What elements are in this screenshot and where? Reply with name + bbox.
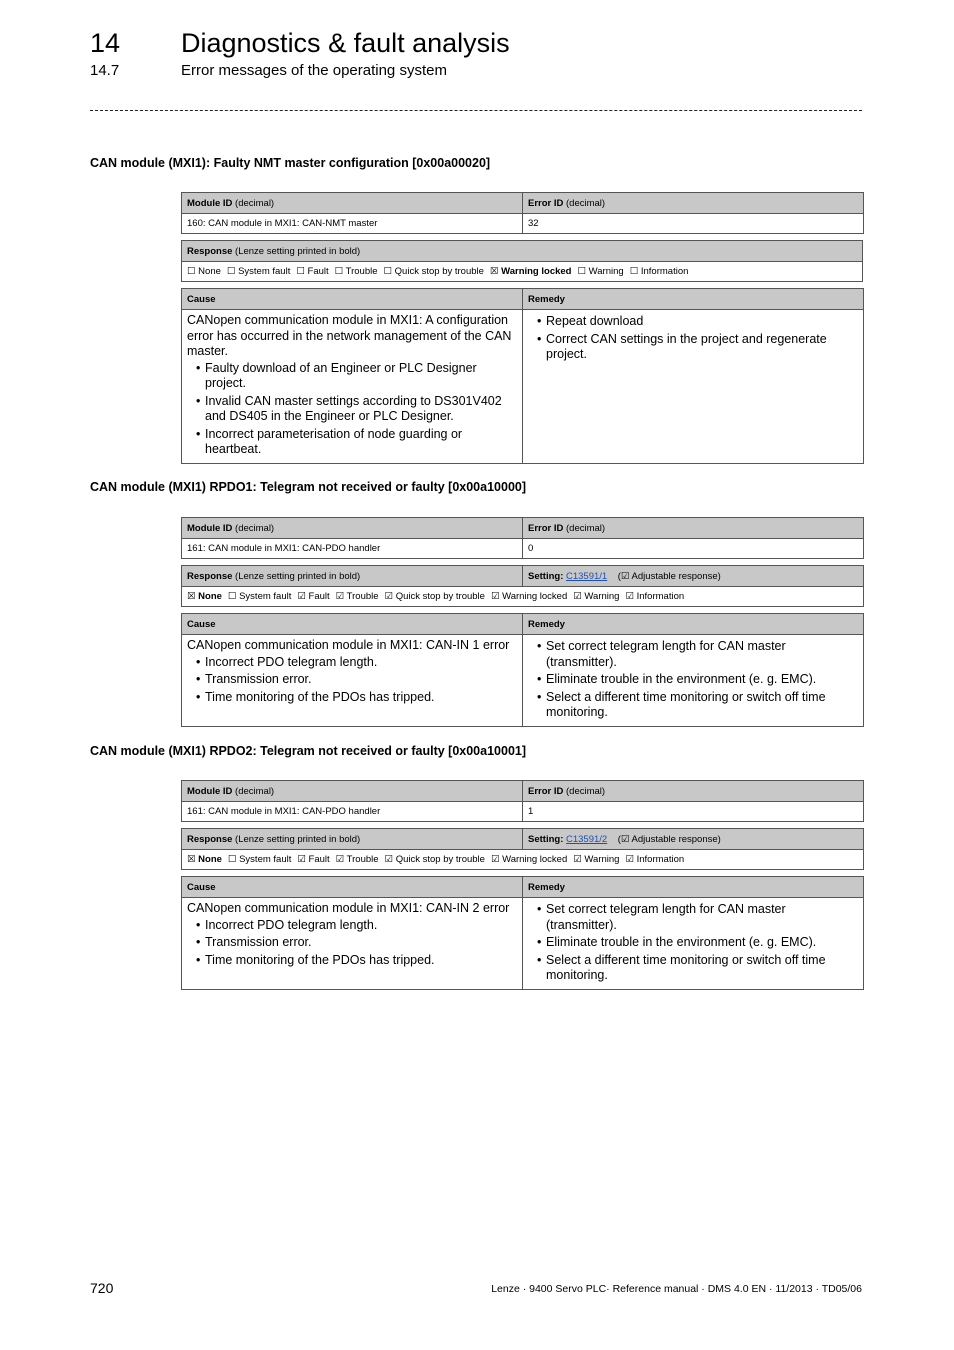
list-item: • Repeat download <box>546 314 858 330</box>
checkbox-icon: ☐ <box>187 266 196 277</box>
response-label: Warning <box>588 266 624 277</box>
cause-list <box>187 361 517 458</box>
checkbox-icon: ☑ <box>384 854 394 865</box>
response-label: System fault <box>239 591 292 602</box>
section-heading: CAN module (MXI1) RPDO2: Telegram not received or faulty [0x00a10001] <box>90 744 527 758</box>
section-heading: CAN module (MXI1) RPDO1: Telegram not received or faulty [0x00a10000] <box>90 480 527 494</box>
list-item: • Set correct telegram length for CAN master (transmitter). <box>546 639 858 670</box>
list-item: • Faulty download of an Engineer or PLC Designer project. <box>205 361 517 392</box>
response-label: Warning locked <box>502 854 568 865</box>
response-option <box>385 854 485 865</box>
response-label: System fault <box>239 854 292 865</box>
list-item: • Incorrect parameterisation of node guarding or heartbeat. <box>205 427 517 458</box>
response-label: Information <box>636 854 685 865</box>
header-divider <box>90 110 862 111</box>
response-table <box>181 565 864 607</box>
response-label: Information <box>640 266 689 277</box>
list-item: • Eliminate trouble in the environment (e. g. EMC). <box>546 672 858 688</box>
response-label: Quick stop by trouble <box>395 591 485 602</box>
response-label: System fault <box>238 266 291 277</box>
checkbox-icon: ☑ <box>625 591 634 602</box>
response-label: Trouble <box>345 266 378 277</box>
list-item: • Set correct telegram length for CAN master (transmitter). <box>546 902 858 933</box>
remedy-list <box>528 902 858 984</box>
response-option <box>490 266 572 277</box>
id-table <box>181 517 864 559</box>
response-option <box>297 591 329 602</box>
response-label: Trouble <box>346 591 379 602</box>
list-item: • Transmission error. <box>205 935 517 951</box>
setting-header: Setting: C13591/2 (☑ Adjustable response) <box>523 829 864 850</box>
list-item: • Incorrect PDO telegram length. <box>205 655 517 671</box>
response-option <box>336 591 379 602</box>
response-option <box>297 854 329 865</box>
cause-remedy-table <box>181 613 864 727</box>
cause-intro: CANopen communication module in MXI1: CAN-IN 2 error <box>187 901 510 915</box>
response-options <box>182 262 863 282</box>
response-option <box>227 266 290 277</box>
checkbox-icon: ☒ <box>187 591 196 602</box>
footer-reference: Lenze · 9400 Servo PLC· Reference manual · DMS 4.0 EN · 11/2013 · TD05/06 <box>491 1283 862 1295</box>
remedy-header: Remedy <box>523 877 864 898</box>
response-table <box>181 240 863 282</box>
setting-header: Setting: C13591/1 (☑ Adjustable response) <box>523 566 864 587</box>
checkbox-icon: ☑ <box>335 591 345 602</box>
list-item: • Select a different time monitoring or switch off time monitoring. <box>546 953 858 984</box>
response-option <box>296 266 328 277</box>
list-item: • Select a different time monitoring or switch off time monitoring. <box>546 690 858 721</box>
checkbox-icon: ☑ <box>335 854 345 865</box>
checkbox-icon: ☐ <box>227 591 237 602</box>
checkbox-icon: ☐ <box>334 266 344 277</box>
cause-cell <box>182 635 523 727</box>
response-label: None <box>198 854 222 865</box>
list-item: • Time monitoring of the PDOs has tripped. <box>205 690 517 706</box>
response-option <box>385 591 485 602</box>
response-label: Warning <box>584 591 620 602</box>
checkbox-icon: ☒ <box>187 854 196 865</box>
response-label: Quick stop by trouble <box>395 854 485 865</box>
response-option <box>491 854 567 865</box>
remedy-header: Remedy <box>523 289 864 310</box>
remedy-cell <box>523 635 864 727</box>
list-item: • Correct CAN settings in the project and regenerate project. <box>546 332 858 363</box>
response-option <box>228 591 291 602</box>
checkbox-icon: ☐ <box>629 266 639 277</box>
chapter-number: 14 <box>90 28 121 58</box>
cause-header: Cause <box>182 614 523 635</box>
response-option <box>625 591 684 602</box>
response-table <box>181 828 864 870</box>
cause-intro: CANopen communication module in MXI1: A configuration error has occurred in the network management of the CAN master. <box>187 313 512 358</box>
section-title: Error messages of the operating system <box>181 62 447 79</box>
checkbox-icon: ☑ <box>384 591 394 602</box>
response-option <box>336 854 379 865</box>
checkbox-icon: ☒ <box>489 266 499 277</box>
checkbox-icon: ☑ <box>297 854 306 865</box>
error-id-header: Error ID (decimal) <box>523 781 864 802</box>
checkbox-icon: ☐ <box>296 266 305 277</box>
response-label: Warning locked <box>501 266 572 277</box>
response-option <box>187 266 221 277</box>
error-id-value: 1 <box>523 802 864 822</box>
checkbox-icon: ☑ <box>490 591 500 602</box>
setting-link[interactable]: C13591/1 <box>566 570 608 582</box>
remedy-list <box>528 314 858 363</box>
list-item: • Eliminate trouble in the environment (e. g. EMC). <box>546 935 858 951</box>
response-option <box>335 266 378 277</box>
module-id-value: 160: CAN module in MXI1: CAN-NMT master <box>182 214 523 234</box>
module-id-header: Module ID (decimal) <box>182 518 523 539</box>
remedy-header: Remedy <box>523 614 864 635</box>
setting-link[interactable]: C13591/2 <box>566 833 608 845</box>
checkbox-icon: ☐ <box>383 266 393 277</box>
response-option <box>187 591 222 602</box>
checkbox-icon: ☐ <box>226 266 236 277</box>
response-option <box>573 591 619 602</box>
cause-remedy-table <box>181 288 864 464</box>
section-heading: CAN module (MXI1): Faulty NMT master configuration [0x00a00020] <box>90 156 491 170</box>
cause-cell <box>182 310 523 464</box>
response-option <box>625 854 684 865</box>
response-option <box>491 591 567 602</box>
page-number: 720 <box>90 1280 114 1296</box>
response-header: Response (Lenze setting printed in bold) <box>182 241 863 262</box>
checkbox-icon: ☑ <box>573 591 582 602</box>
response-option <box>573 854 619 865</box>
checkbox-icon: ☑ <box>297 591 306 602</box>
list-item: • Time monitoring of the PDOs has tripped. <box>205 953 517 969</box>
id-table <box>181 192 864 234</box>
cause-header: Cause <box>182 289 523 310</box>
checkbox-icon: ☑ <box>625 854 634 865</box>
cause-header: Cause <box>182 877 523 898</box>
response-options <box>182 850 864 870</box>
response-label: Warning <box>584 854 620 865</box>
checkbox-icon: ☑ <box>573 854 582 865</box>
response-label: None <box>198 266 221 277</box>
remedy-cell <box>523 898 864 990</box>
response-label: Trouble <box>346 854 379 865</box>
response-label: Fault <box>308 854 330 865</box>
response-label: Fault <box>307 266 329 277</box>
section-number: 14.7 <box>90 62 120 79</box>
error-id-value: 0 <box>523 539 864 559</box>
response-option <box>577 266 623 277</box>
id-table <box>181 780 864 822</box>
module-id-header: Module ID (decimal) <box>182 193 523 214</box>
module-id-value: 161: CAN module in MXI1: CAN-PDO handler <box>182 539 523 559</box>
response-label: Fault <box>308 591 330 602</box>
module-id-value: 161: CAN module in MXI1: CAN-PDO handler <box>182 802 523 822</box>
response-option <box>630 266 689 277</box>
response-option <box>384 266 484 277</box>
chapter-title: Diagnostics & fault analysis <box>181 28 510 58</box>
cause-list <box>187 655 517 706</box>
response-options <box>182 587 864 607</box>
response-label: Quick stop by trouble <box>394 266 484 277</box>
response-label: Information <box>636 591 685 602</box>
cause-list <box>187 918 517 969</box>
remedy-list <box>528 639 858 721</box>
list-item: • Transmission error. <box>205 672 517 688</box>
cause-intro: CANopen communication module in MXI1: CAN-IN 1 error <box>187 638 510 652</box>
response-label: None <box>198 591 222 602</box>
error-id-header: Error ID (decimal) <box>523 193 864 214</box>
remedy-cell <box>523 310 864 464</box>
checkbox-icon: ☑ <box>490 854 500 865</box>
response-option <box>228 854 291 865</box>
error-id-value: 32 <box>523 214 864 234</box>
list-item: • Incorrect PDO telegram length. <box>205 918 517 934</box>
response-option <box>187 854 222 865</box>
response-header: Response (Lenze setting printed in bold) <box>182 829 523 850</box>
response-header: Response (Lenze setting printed in bold) <box>182 566 523 587</box>
checkbox-icon: ☐ <box>577 266 587 277</box>
error-id-header: Error ID (decimal) <box>523 518 864 539</box>
cause-remedy-table <box>181 876 864 990</box>
checkbox-icon: ☐ <box>227 854 237 865</box>
cause-cell <box>182 898 523 990</box>
list-item: • Invalid CAN master settings according to DS301V402 and DS405 in the Engineer or PLC Designer. <box>205 394 517 425</box>
module-id-header: Module ID (decimal) <box>182 781 523 802</box>
response-label: Warning locked <box>502 591 568 602</box>
